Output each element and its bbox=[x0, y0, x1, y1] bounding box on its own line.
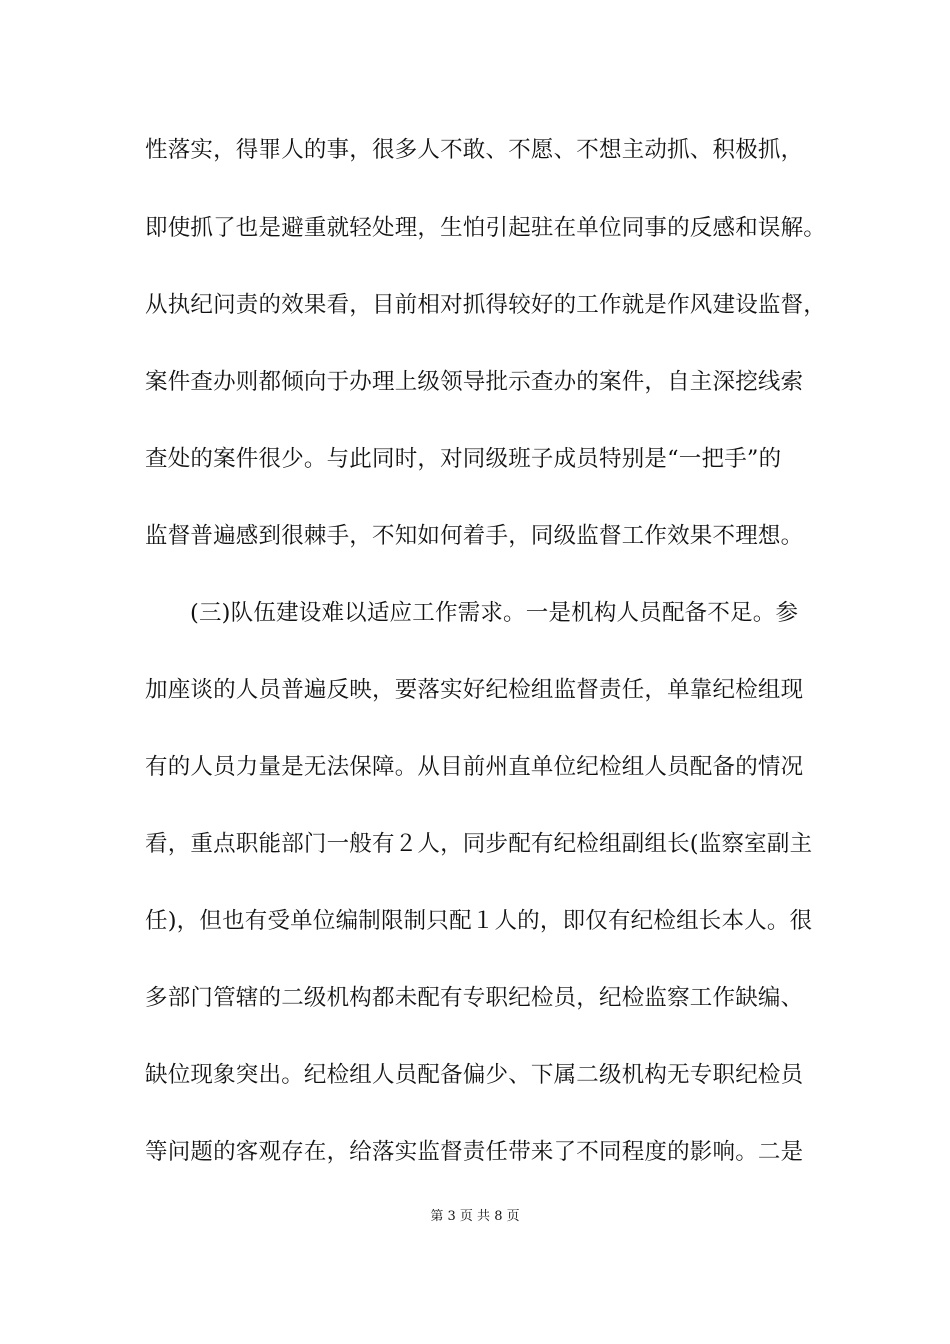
body-line-1: 性落实，得罪人的事，很多人不敢、不愿、不想主动抓、积极抓， bbox=[145, 137, 804, 163]
body-line-6: 监督普遍感到很棘手，不知如何着手，同级监督工作效果不理想。 bbox=[145, 523, 804, 549]
body-line-14: 等问题的客观存在，给落实监督责任带来了不同程度的影响。二是 bbox=[145, 1139, 804, 1165]
body-line-13: 缺位现象突出。纪检组人员配备偏少、下属二级机构无专职纪检员 bbox=[145, 1062, 804, 1088]
section-heading-line: (三)队伍建设难以适应工作需求。一是机构人员配备不足。参 bbox=[190, 600, 799, 626]
page-number-footer: 第 3 页 共 8 页 bbox=[430, 1209, 520, 1224]
body-line-11: 任)，但也有受单位编制限制只配１人的，即仅有纪检组长本人。很 bbox=[145, 908, 813, 934]
body-line-12: 多部门管辖的二级机构都未配有专职纪检员，纪检监察工作缺编、 bbox=[145, 985, 804, 1011]
body-line-8: 加座谈的人员普遍反映，要落实好纪检组监督责任，单靠纪检组现 bbox=[145, 677, 804, 703]
body-line-9: 有的人员力量是无法保障。从目前州直单位纪检组人员配备的情况 bbox=[145, 754, 804, 780]
body-line-2: 即使抓了也是避重就轻处理，生怕引起驻在单位同事的反感和误解。 bbox=[145, 215, 827, 241]
body-line-10: 看，重点职能部门一般有２人，同步配有纪检组副组长(监察室副主 bbox=[145, 831, 813, 857]
body-line-3: 从执纪问责的效果看，目前相对抓得较好的工作就是作风建设监督， bbox=[145, 292, 827, 318]
body-line-5: 查处的案件很少。与此同时，对同级班子成员特别是“一把手”的 bbox=[145, 446, 782, 472]
body-line-4: 案件查办则都倾向于办理上级领导批示查办的案件，自主深挖线索 bbox=[145, 369, 804, 395]
